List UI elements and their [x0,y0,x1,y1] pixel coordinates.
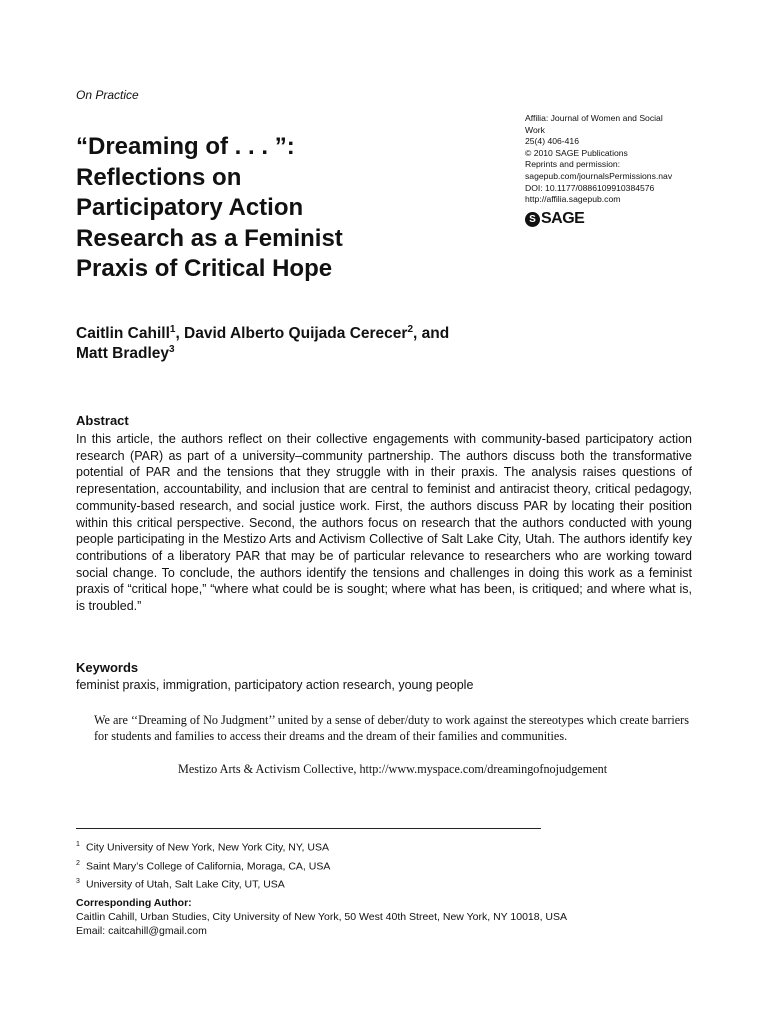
affiliation-marker: 1 [169,323,176,335]
title-line: Participatory Action [76,194,304,221]
abstract-heading: Abstract [76,413,129,428]
title-line: Reflections on [76,163,242,191]
abstract-text: In this article, the authors reflect on their collective engagements with community-based participatory action research (PAR) as part of a university–community partnership. The authors discuss both the transformative potential of PAR and the tensions that they struggle with in their praxis. The analysis raises questions of representation, accountability, and inclusion that are central to feminist and antiracist theory, critical pedagogy, community-based research, and social justice work. First, the authors discuss PAR by locating their position within this critical perspective. Second, the authors focus on research that the authors conducted with young people participating in the Mestizo Arts and Activism Collective of Salt Lake City, Utah. The authors identify key contributions of a liberatory PAR that may be of particular relevance to researchers who are working toward social change. To conclude, the authors identify the tensions and challenges in doing this work as a feminist praxis of “critical hope,” “where what could be is sought; where what has been, is critiqued; and where what is, is troubled.” [76,432,692,614]
journal-name: Affilia: Journal of Women and Social [525,113,663,123]
journal-copyright: © 2010 SAGE Publications [525,147,628,158]
sage-logo-icon: S [525,212,540,227]
keywords-heading: Keywords [76,660,139,675]
author-list [76,324,696,364]
corresponding-author-details [76,910,567,938]
keywords-text: feminist praxis, immigration, participatory action research, young people [76,678,474,692]
corresponding-address: Caitlin Cahill, Urban Studies, City University of New York, 50 West 40th Street, New York, NY 10018, USA [76,911,568,923]
author-name: Matt Bradley [76,345,170,362]
footnote-item: $^1$ City University of New York, New York City, NY, USA [76,841,329,854]
footnote-item: $^3$ University of Utah, Salt Lake City, UT, USA [76,878,285,891]
author-name: Caitlin Cahill [76,325,170,342]
epigraph-quote: We are ‘‘Dreaming of No Judgment’’ united by a sense of deber/duty to work against the stereotypes which create barriers for students and families to access their dreams and the dream of their families and communities. [94,713,689,744]
article-title [76,132,416,285]
author-conjunction: , and [413,325,450,342]
journal-info [525,113,695,206]
title-line: Research as a Feminist [76,224,343,252]
section-label: On Practice [76,88,139,102]
sage-logo [525,210,584,228]
corresponding-author-heading: Corresponding Author: [76,897,192,909]
corresponding-email[interactable]: Email: caitcahill@gmail.com [76,925,207,937]
journal-doi[interactable]: DOI: 10.1177/0886109910384576 [525,182,655,193]
author-name: , David Alberto Quijada Cerecer [175,325,408,342]
journal-volume: 25(4) 406-416 [525,136,579,147]
affiliation-footnotes [76,837,330,893]
journal-url[interactable]: http://affilia.sagepub.com [525,194,621,205]
journal-name-cont: Work [525,124,545,135]
footnote-divider [76,828,541,829]
title-line: “Dreaming of . . . ”: [76,133,295,160]
sage-logo-text: SAGE [541,210,585,227]
title-line: Praxis of Critical Hope [76,255,333,282]
epigraph-source: Mestizo Arts & Activism Collective, http://www.myspace.com/dreamingofnojudgement [178,762,608,776]
journal-permissions-link[interactable]: sagepub.com/journalsPermissions.nav [525,170,673,181]
affiliation-marker: 3 [169,343,175,355]
footnote-item: $^2$ Saint Mary’s College of California, Moraga, CA, USA [76,859,331,872]
journal-reprints: Reprints and permission: [525,159,621,170]
affiliation-marker: 2 [407,323,414,335]
